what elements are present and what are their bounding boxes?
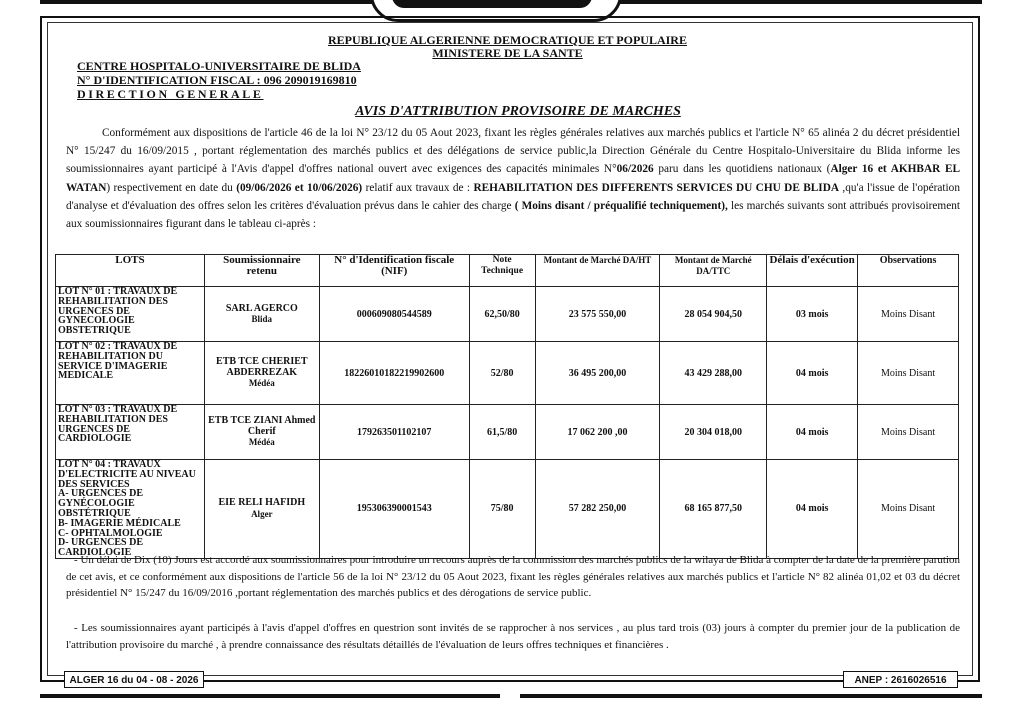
lot-subitem: A- URGENCES DE GYNÉCOLOGIE OBSTÉTRIQUE [58,488,144,519]
table-row [56,405,959,460]
amount-ttc: 28 054 904,50 [660,287,767,342]
observation-value: Moins Disant [858,287,959,342]
fiscal-id: N° D'IDENTIFICATION FISCAL : 096 209019169810 [77,73,357,87]
observation-value: Moins Disant [858,405,959,460]
bidder-name: SARL AGERCO [225,302,298,314]
delay-value: 04 mois [767,460,858,559]
appeal-note: - Un délai de Dix (10) Jours est accordé aux soumissionnaires pour introduire un recours auprès de la commission des marchés publics de la wilaya de Blida à compter de la date de la première parution de cet avis, et ce conformément aux dispositions de l'article 56 de la loi N° 23/12 du 05 Aout 2023, fixant les règles générales relatives aux marchés publics et l'article N° 82 alinéa 01,02 et 03 du décret présidentiel N° 15/247 du 16/09/2016 ,portant réglementation des marchés publics et des dérogations de service public. [66,554,960,599]
amount-ht: 23 575 550,00 [535,287,660,342]
lot-description: LOT N° 01 : TRAVAUX DE REHABILITATION DES URGENCES DE GYNECOLOGIE OBSTETRIQUE [56,287,205,342]
republic-line: REPUBLIQUE ALGERIENNE DEMOCRATIQUE ET POPULAIRE [328,33,687,47]
lot-subitem: B- IMAGERIE MÉDICALE [58,517,181,529]
table-row [56,287,959,342]
col-amount-ttc: Montant de Marché DA/TTC [660,255,767,287]
bidder-city: Médéa [248,378,275,389]
intro-paragraph: Conformément aux dispositions de l'article 46 de la loi N° 23/12 du 05 Aout 2023, fixant les règles générales relatives aux marchés publics et l'article N° 65 alinéa 2 du décret présidentiel N° 15/247 du 16/09/2015 , portant réglementation des marchés publics et des délégations de service public,la Direction Générale du Centre Hospitalo-Universitaire du Blida informe les soumissionnaires ayant participé à l'Avis d'appel d'offres national ouvert avec exigences des capacités minimales N°06/2026 paru dans les quotidiens nationaux (Alger 16 et AKHBAR EL WATAN) respectivement en date du (09/06/2026 et 10/06/2026) relatif aux travaux de : REHABILITATION DES DIFFERENTS SERVICES DU CHU DE BLIDA ,qu'a l'issue de l'opération d'analyse et d'évaluation des offres selon les critères d'évaluation prévus dans le cahier des charge ( Moins disant / préqualifié techniquement), les marchés suivants sont attribués provisoirement aux soumissionnaires figurant dans le tableau ci-après : [66,127,961,231]
banner-label-fragment [392,0,592,8]
table-row [56,342,959,405]
bidder-cell [204,287,319,342]
amount-ttc: 20 304 018,00 [660,405,767,460]
bidder-name: ETB TCE CHERIET ABDERREZAK [216,356,308,378]
amount-ht: 57 282 250,00 [535,460,660,559]
results-note: - Les soumissionnaires ayant participés à l'avis d'appel d'offres en questrion sont invités de se rapprocher à nos services , au plus tard trois (03) jours à compter du premier jour de la publication de l'attribution provisoire du marché , à prendre connaissance des résultats détaillés de l'évaluation de leurs offres techniques et financières . [66,622,960,651]
bidder-name: EIE RELI HAFIDH [218,497,306,509]
tech-score: 62,50/80 [469,287,535,342]
bidder-cell [204,405,319,460]
col-lots: LOTS [56,255,205,287]
lot-subitem: D- URGENCES DE CARDIOLOGIE [58,537,144,559]
ministry-line: MINISTERE DE LA SANTE [432,46,583,60]
amount-ht: 17 062 200 ,00 [535,405,660,460]
col-bidder: Soumissionnaire retenu [204,255,319,287]
col-nif: N° d'Identification fiscale (NIF) [319,255,469,287]
col-delay: Délais d'exécution [767,255,858,287]
lot-description [56,460,205,559]
bidder-cell [204,460,319,559]
col-observations: Observations [858,255,959,287]
bottom-rule-right [520,694,982,698]
lot-description: LOT N° 03 : TRAVAUX DE REHABILITATION DES URGENCES DE CARDIOLOGIE [56,405,205,460]
col-amount-ht: Montant de Marché DA/HT [535,255,660,287]
anep-reference: ANEP : 2616026516 [843,671,958,688]
tech-score: 52/80 [469,342,535,405]
publication-source: ALGER 16 du 04 - 08 - 2026 [64,671,204,688]
bidder-city: Médéa [248,437,275,448]
nif-value: 195306390001543 [319,460,469,559]
award-table [55,254,959,559]
nif-value: 000609080544589 [319,287,469,342]
lot-description: LOT N° 02 : TRAVAUX DE REHABILITATION DU SERVICE D'IMAGERIE MEDICALE [56,342,205,405]
delay-value: 04 mois [767,342,858,405]
amount-ht: 36 495 200,00 [535,342,660,405]
table-header-row [56,255,959,287]
direction-line: DIRECTION GENERALE [77,87,264,101]
amount-ttc: 68 165 877,50 [660,460,767,559]
nif-value: 179263501102107 [319,405,469,460]
notice-title: AVIS D'ATTRIBUTION PROVISOIRE DE MARCHES [355,104,681,119]
bidder-city: Blida [251,314,273,324]
col-tech-score: Note Technique [469,255,535,287]
lot-subitem: C- OPHTALMOLOGIE [58,527,163,539]
observation-value: Moins Disant [858,342,959,405]
nif-value: 18226010182219902600 [319,342,469,405]
tech-score: 75/80 [469,460,535,559]
delay-value: 03 mois [767,287,858,342]
observation-value: Moins Disant [858,460,959,559]
bidder-name: ETB TCE ZIANI Ahmed Cherif [208,415,316,437]
delay-value: 04 mois [767,405,858,460]
table-row [56,460,959,559]
bottom-rule-left [40,694,500,698]
organization-name: CENTRE HOSPITALO-UNIVERSITAIRE DE BLIDA [77,59,361,73]
bidder-city: Alger [251,508,273,519]
tech-score: 61,5/80 [469,405,535,460]
bidder-cell [204,342,319,405]
amount-ttc: 43 429 288,00 [660,342,767,405]
lot-title: LOT N° 04 : TRAVAUX D'ELECTRICITE AU NIVEAU DES SERVICES [58,459,196,490]
